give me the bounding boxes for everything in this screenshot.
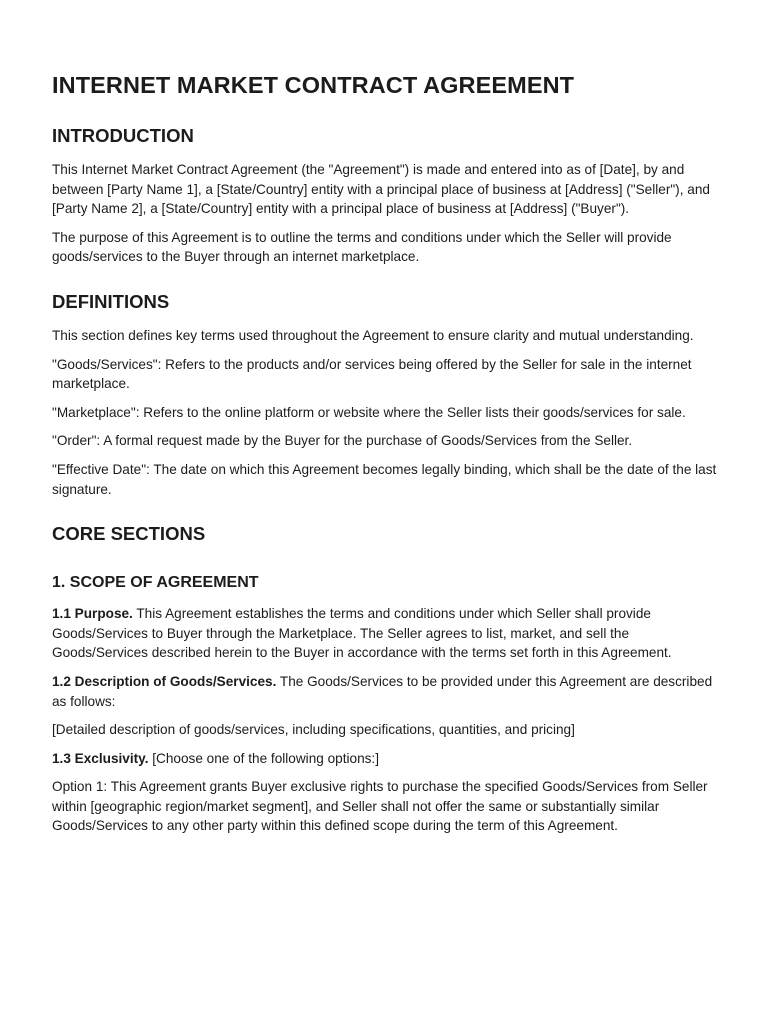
introduction-section [52, 124, 724, 267]
clause-1-3-lead: 1.3 Exclusivity. [52, 750, 149, 766]
core-sections-heading: CORE SECTIONS [52, 523, 206, 545]
clause-1-2-text: The Goods/Services to be provided under this Agreement are described as follows: [52, 673, 713, 709]
clause-1-2 [52, 672, 724, 711]
clause-1-1-lead: 1.1 Purpose. [52, 606, 133, 622]
clause-1-2-lead: 1.2 Description of Goods/Services. [52, 673, 277, 689]
definitions-section [52, 290, 724, 499]
document-page [52, 70, 724, 845]
definition-item: "Order": A formal request made by the Buyer for the purchase of Goods/Services from the Seller. [52, 433, 633, 449]
clause-1-3 [52, 749, 724, 769]
definition-item: "Effective Date": The date on which this Agreement becomes legally binding, which shall be the date of the last signature. [52, 461, 717, 497]
goods-description-placeholder: [Detailed description of goods/services, including specifications, quantities, and pricing] [52, 722, 575, 738]
scope-heading: 1. SCOPE OF AGREEMENT [52, 574, 259, 592]
introduction-paragraph-2: The purpose of this Agreement is to outline the terms and conditions under which the Seller will provide goods/services to the Buyer through an internet marketplace. [52, 229, 672, 265]
definition-item: "Marketplace": Refers to the online platform or website where the Seller lists their goods/services for sale. [52, 404, 686, 420]
core-sections [52, 522, 724, 836]
introduction-paragraph-1: This Internet Market Contract Agreement (the "Agreement") is made and entered into as of [Date], by and between [Party Name 1], a [State/Country] entity with a principal place of business at [Address] ("Seller"), and [Party Name 2], a [State/Country] entity with a principal place of business at [Address] ("Buyer"). [52, 162, 710, 217]
introduction-heading: INTRODUCTION [52, 125, 194, 146]
clause-1-1 [52, 604, 724, 663]
definition-item: "Goods/Services": Refers to the products and/or services being offered by the Seller for sale in the internet marketplace. [52, 356, 692, 392]
clause-1-1-text: This Agreement establishes the terms and conditions under which Seller shall provide Goods/Services to Buyer through the Marketplace. The Seller agrees to list, market, and sell the Goods/Services described herein to the Buyer in accordance with the terms set forth in this Agreement. [52, 606, 672, 661]
clause-1-3-text: [Choose one of the following options:] [148, 750, 379, 766]
definitions-heading: DEFINITIONS [52, 290, 170, 312]
exclusivity-option-1: Option 1: This Agreement grants Buyer exclusive rights to purchase the specified Goods/Services from Seller within [geographic region/market segment], and Seller shall not offer the same or substantially similar Goods/Services to any other party within this defined scope during the term of this Agreement. [52, 779, 708, 834]
document-title: INTERNET MARKET CONTRACT AGREEMENT [52, 72, 575, 98]
definitions-intro: This section defines key terms used throughout the Agreement to ensure clarity and mutual understanding. [52, 327, 694, 343]
